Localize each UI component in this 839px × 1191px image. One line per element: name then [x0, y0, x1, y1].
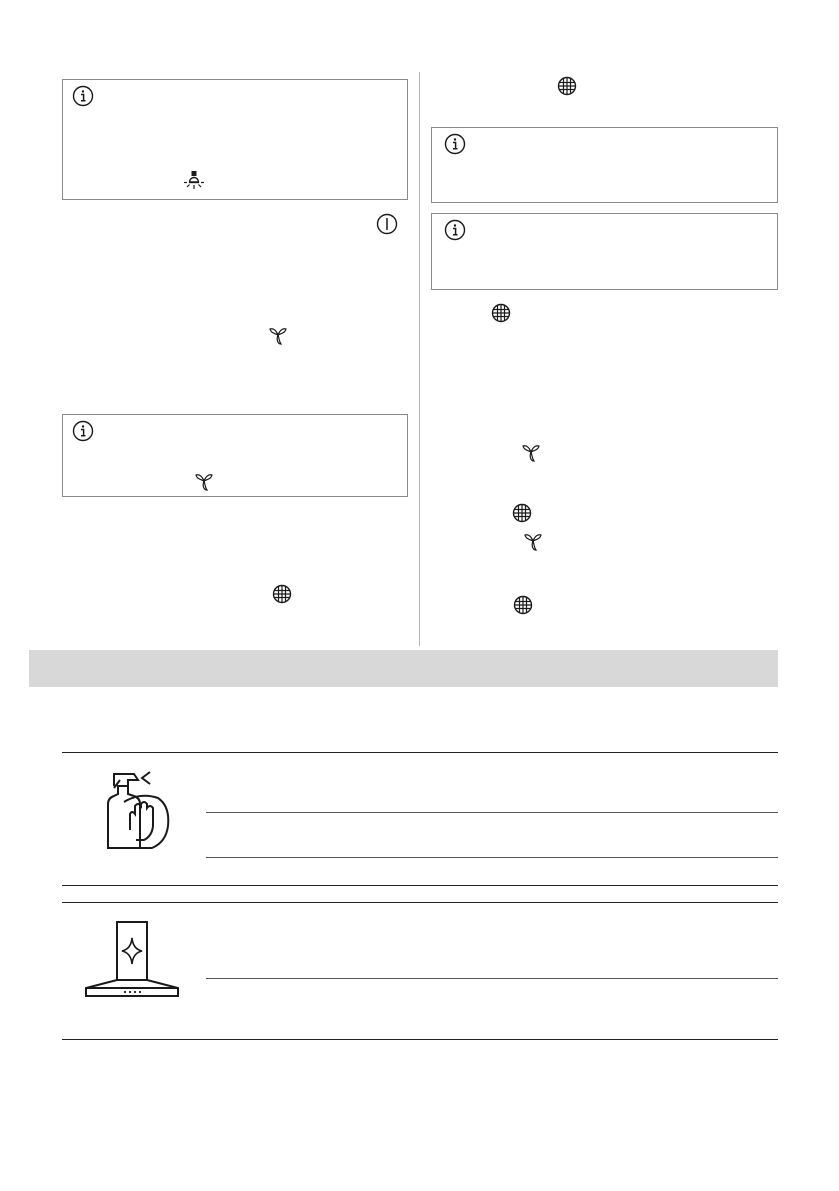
- grease-filter-icon: [513, 595, 533, 615]
- grease-filter-icon: [491, 303, 511, 323]
- row1-bottom-rule: [206, 857, 778, 858]
- section-header-bar: [29, 650, 778, 687]
- grease-filter-icon: [557, 76, 577, 96]
- fan-icon: [522, 530, 544, 552]
- info-icon: [444, 219, 466, 241]
- info-icon: [72, 420, 94, 442]
- grease-filter-icon: [272, 584, 292, 604]
- table-top-rule: [62, 752, 778, 753]
- table-mid-rule-1: [62, 885, 778, 886]
- info-box-light: [62, 79, 408, 200]
- column-divider: [419, 72, 420, 646]
- spray-cleaning-icon: [100, 766, 172, 852]
- info-icon: [444, 133, 466, 155]
- grease-filter-icon: [512, 503, 532, 523]
- fan-icon: [193, 470, 215, 492]
- light-bulb-icon: [183, 170, 205, 194]
- info-box-fan: [62, 414, 408, 497]
- row1-cell-divider: [206, 812, 778, 813]
- cooker-hood-shine-icon: [82, 918, 182, 1000]
- table-bottom-rule: [62, 1039, 778, 1040]
- power-icon: [376, 213, 398, 235]
- row2-cell-divider: [206, 978, 778, 979]
- info-box-note-1: [431, 127, 778, 203]
- fan-icon: [267, 324, 289, 346]
- table-mid-rule-2: [62, 902, 778, 903]
- info-icon: [72, 85, 94, 107]
- fan-icon: [520, 441, 542, 463]
- info-box-note-2: [431, 213, 778, 290]
